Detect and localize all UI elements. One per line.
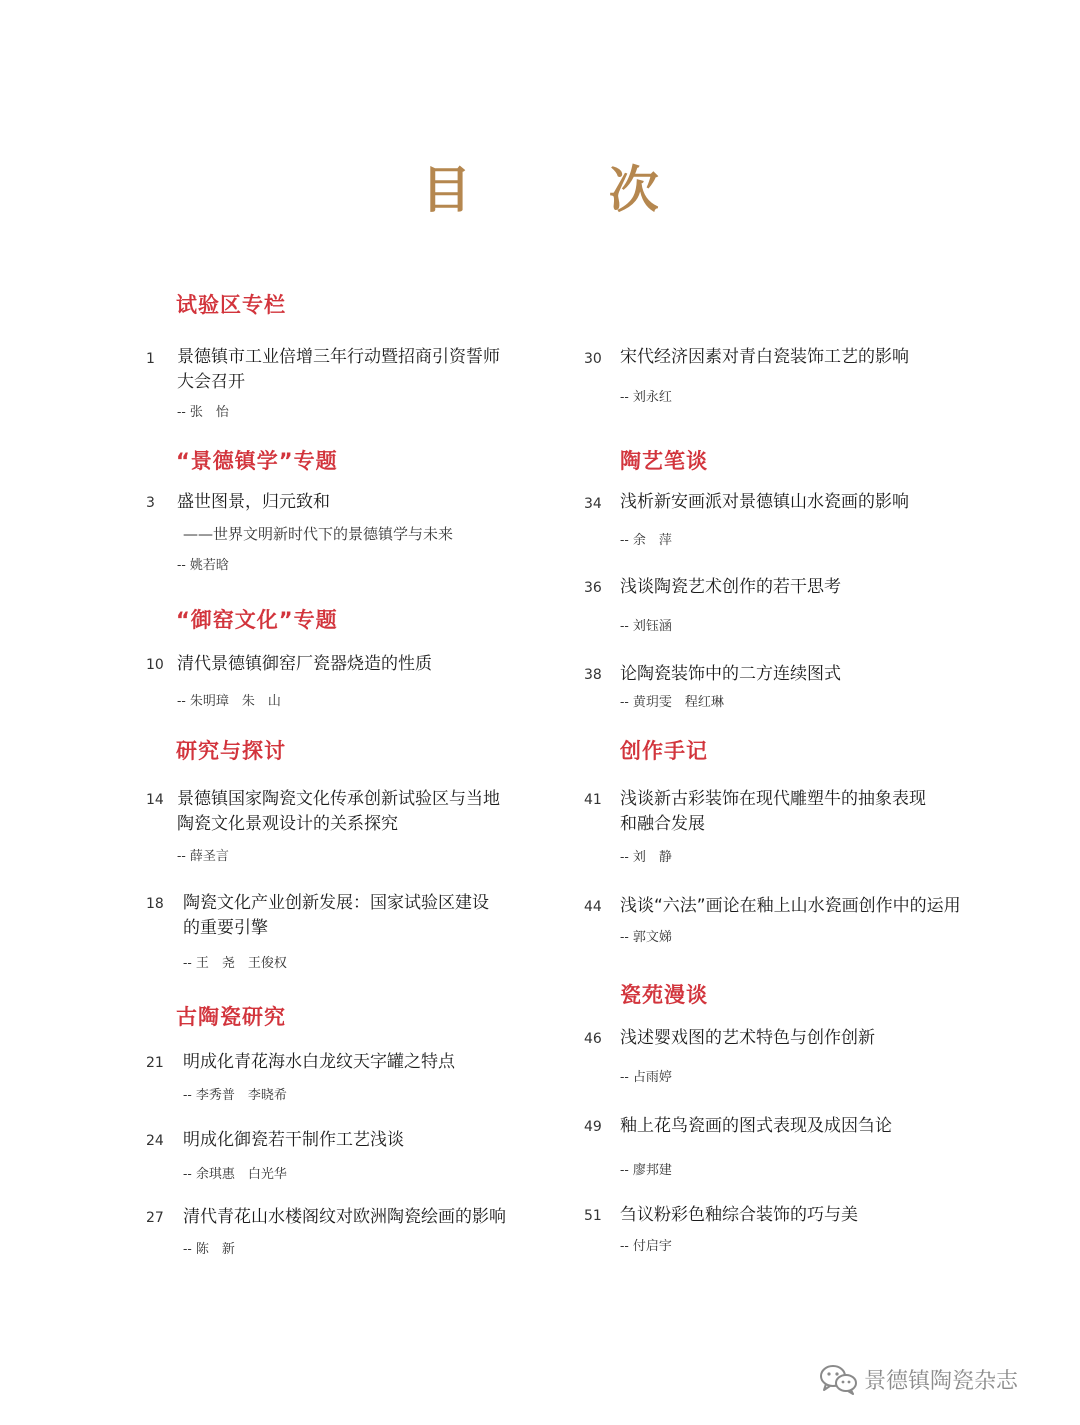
entry-author: -- 张 怡	[177, 405, 229, 420]
entry-title[interactable]: 清代景德镇御窑厂瓷器烧造的性质	[177, 654, 432, 674]
page-number: 30	[584, 351, 602, 367]
entry-author: -- 朱明璋 朱 山	[177, 694, 281, 709]
entry-author: -- 陈 新	[183, 1242, 235, 1257]
page-title: 目 次	[421, 161, 719, 219]
page-number: 49	[584, 1119, 602, 1135]
entry-author: -- 王 尧 王俊权	[183, 956, 287, 971]
page-number: 14	[146, 792, 164, 808]
page-number: 36	[584, 580, 602, 596]
entry-author: -- 薛圣言	[177, 849, 229, 864]
page-number: 24	[146, 1133, 164, 1149]
entry-title[interactable]: 盛世图景，归元致和	[177, 492, 330, 512]
page-number: 21	[146, 1055, 164, 1071]
entry-author: -- 郭文娣	[620, 930, 672, 945]
page-number: 51	[584, 1208, 602, 1224]
entry-title[interactable]: 明成化青花海水白龙纹天字罐之特点	[183, 1052, 455, 1072]
entry-author: -- 刘永红	[620, 390, 672, 405]
section-heading-creation-notes: 创作手记	[620, 739, 708, 763]
entry-title-cont[interactable]: 的重要引擎	[183, 918, 268, 938]
entry-subtitle: ——世界文明新时代下的景德镇学与未来	[183, 525, 454, 543]
entry-title[interactable]: 清代青花山水楼阁纹对欧洲陶瓷绘画的影响	[183, 1207, 506, 1227]
entry-title[interactable]: 浅谈陶瓷艺术创作的若干思考	[620, 577, 841, 597]
page-number: 46	[584, 1031, 602, 1047]
entry-author: -- 余 萍	[620, 533, 672, 548]
page-number: 34	[584, 496, 602, 512]
entry-author: -- 余琪惠 白光华	[183, 1167, 287, 1182]
entry-author: -- 刘 静	[620, 850, 672, 865]
section-heading-research: 研究与探讨	[176, 739, 286, 763]
entry-author: -- 付启宇	[620, 1239, 672, 1254]
watermark	[818, 1362, 1018, 1396]
entry-author: -- 占雨婷	[620, 1070, 672, 1085]
entry-title[interactable]: 浅谈新古彩装饰在现代雕塑牛的抽象表现	[620, 789, 926, 809]
entry-author: -- 姚若晗	[177, 558, 229, 573]
page-number: 41	[584, 792, 602, 808]
entry-title[interactable]: 浅述婴戏图的艺术特色与创作创新	[620, 1028, 875, 1048]
entry-title[interactable]: 陶瓷文化产业创新发展：国家试验区建设	[183, 893, 489, 913]
entry-title[interactable]: 论陶瓷装饰中的二方连续图式	[620, 664, 841, 684]
section-heading-jingdezhen-studies: “景德镇学”专题	[176, 449, 338, 473]
section-heading-experimental-zone: 试验区专栏	[176, 293, 286, 317]
section-heading-ceramic-art-talk: 陶艺笔谈	[620, 449, 708, 473]
page-number: 1	[146, 351, 155, 367]
page-number: 18	[146, 896, 164, 912]
entry-title[interactable]: 刍议粉彩色釉综合装饰的巧与美	[620, 1205, 858, 1225]
entry-title-cont[interactable]: 陶瓷文化景观设计的关系探究	[177, 814, 398, 834]
entry-title[interactable]: 景德镇国家陶瓷文化传承创新试验区与当地	[177, 789, 500, 809]
entry-author: -- 黄玥雯 程红琳	[620, 695, 724, 710]
entry-title-cont[interactable]: 和融合发展	[620, 814, 705, 834]
entry-title[interactable]: 明成化御瓷若干制作工艺浅谈	[183, 1130, 404, 1150]
section-heading-imperial-kiln: “御窑文化”专题	[176, 608, 338, 632]
entry-title[interactable]: 浅谈“六法”画论在釉上山水瓷画创作中的运用	[620, 896, 961, 916]
section-heading-ancient-ceramics: 古陶瓷研究	[176, 1005, 286, 1029]
section-heading-porcelain-garden: 瓷苑漫谈	[620, 983, 708, 1007]
entry-author: -- 廖邦建	[620, 1163, 672, 1178]
page-number: 27	[146, 1210, 164, 1226]
entry-title-cont[interactable]: 大会召开	[177, 372, 245, 392]
entry-title[interactable]: 浅析新安画派对景德镇山水瓷画的影响	[620, 492, 909, 512]
page-number: 3	[146, 495, 155, 511]
entry-title[interactable]: 宋代经济因素对青白瓷装饰工艺的影响	[620, 347, 909, 367]
entry-author: -- 刘钰涵	[620, 619, 672, 634]
page-number: 38	[584, 667, 602, 683]
page-number: 10	[146, 657, 164, 673]
page-number: 44	[584, 899, 602, 915]
wechat-icon	[818, 1363, 858, 1395]
entry-author: -- 李秀普 李晓希	[183, 1088, 287, 1103]
entry-title[interactable]: 景德镇市工业倍增三年行动暨招商引资誓师	[177, 347, 500, 367]
watermark-text: 景德镇陶瓷杂志	[864, 1368, 1019, 1394]
entry-title[interactable]: 釉上花鸟瓷画的图式表现及成因刍论	[620, 1116, 892, 1136]
